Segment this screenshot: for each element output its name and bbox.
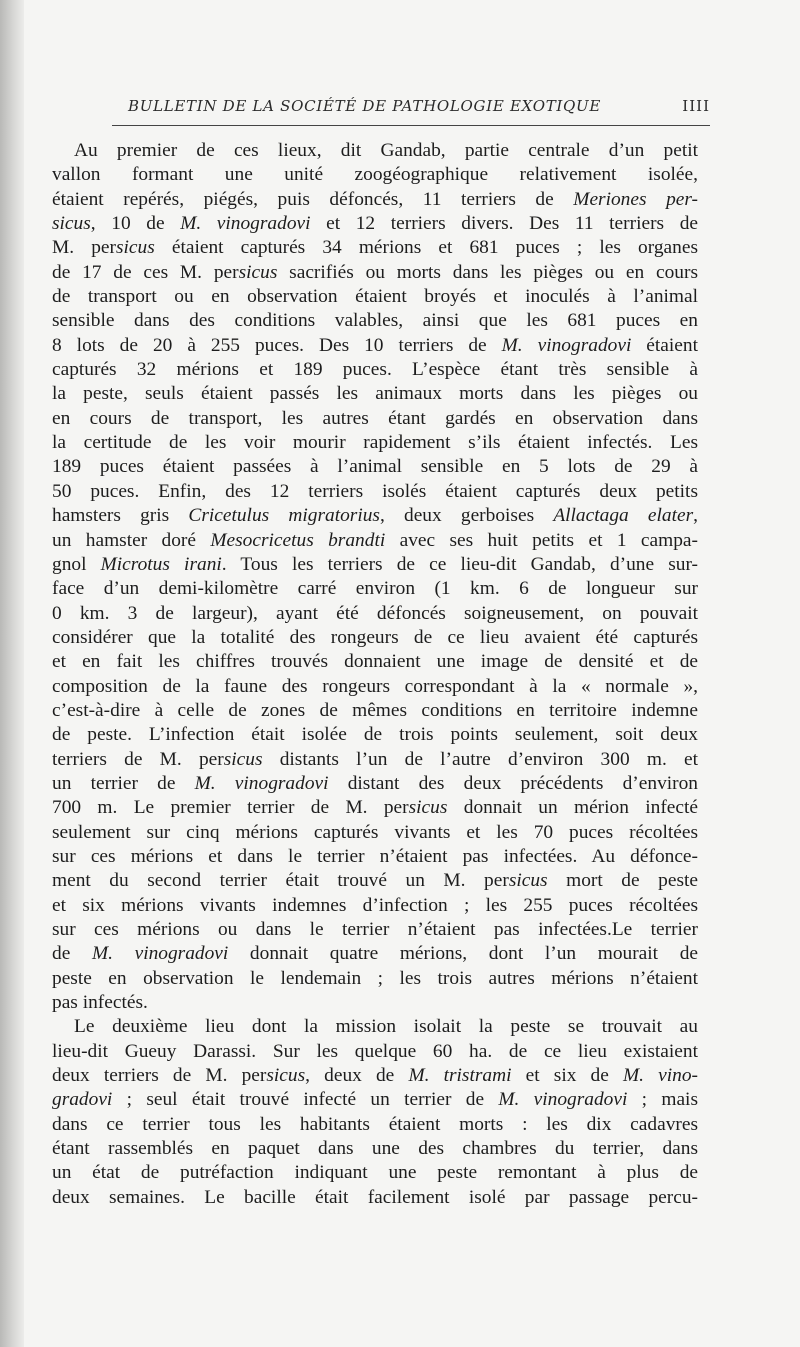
text-line: étant rassemblés en paquet dans une des chambres du terrier, dans (52, 1138, 698, 1160)
text-line: face d’un demi-kilomètre carré environ (1 km. 6 de longueur sur (52, 578, 698, 600)
page-number: IIII (682, 97, 710, 115)
text-line: sensible dans des conditions valables, ainsi que les 681 puces en (52, 310, 698, 332)
text-line: étaient repérés, piégés, puis défoncés, 11 terriers de Meriones per- (52, 188, 699, 210)
text-line: ment du second terrier était trouvé un M. persicus mort de peste (52, 870, 698, 892)
text-line: la certitude de les voir mourir rapidement s’ils étaient infectés. Les (52, 432, 698, 454)
text-line: sur ces mérions ou dans le terrier n’étaient pas infectées.Le terrier (52, 919, 698, 940)
page-edge-shadow (0, 0, 24, 1347)
text-line: terriers de M. persicus distants l’un de l’autre d’environ 300 m. et (52, 748, 698, 770)
text-line: 189 puces étaient passées à l’animal sensible en 5 lots de 29 à (52, 456, 698, 478)
text-line: sur ces mérions et dans le terrier n’étaient pas infectées. Au défonce- (52, 845, 698, 867)
text-line: 50 puces. Enfin, des 12 terriers isolés étaient capturés deux petits (52, 480, 698, 502)
text-line: deux terriers de M. persicus, deux de M. tristrami et six de M. vino- (52, 1065, 699, 1087)
text-line: gradovi ; seul était trouvé infecté un terrier de M. vinogradovi ; mais (52, 1089, 698, 1111)
text-line: un terrier de M. vinogradovi distant des deux précédents d’environ (52, 772, 698, 794)
text-line: de M. vinogradovi donnait quatre mérions, dont l’un mourait de (52, 943, 698, 965)
text-line: Le deuxième lieu dont la mission isolait la peste se trouvait au (74, 1016, 698, 1038)
body-text (52, 139, 698, 1210)
text-line: vallon formant une unité zoogéographique relativement isolée, (52, 164, 698, 186)
text-line: gnol Microtus irani. Tous les terriers de ce lieu-dit Gandab, d’une sur- (52, 553, 698, 575)
text-line: de 17 de ces M. persicus sacrifiés ou morts dans les pièges ou en cours (52, 261, 698, 283)
text-line: 8 lots de 20 à 255 puces. Des 10 terriers de M. vinogradovi étaient (52, 334, 698, 356)
text-line: considérer que la totalité des rongeurs de ce lieu avaient été capturés (52, 626, 698, 648)
text-line: Au premier de ces lieux, dit Gandab, partie centrale d’un petit (74, 140, 698, 161)
text-line: un hamster doré Mesocricetus brandti avec ses huit petits et 1 campa- (52, 529, 698, 551)
text-line: dans ce terrier tous les habitants étaient morts : les dix cadavres (52, 1113, 698, 1135)
text-line: de transport ou en observation étaient broyés et inoculés à l’animal (52, 286, 698, 308)
text-line: peste en observation le lendemain ; les trois autres mérions n’étaient (52, 967, 698, 989)
text-line: et en fait les chiffres trouvés donnaient une image de densité et de (52, 651, 698, 673)
text-line: c’est-à-dire à celle de zones de mêmes conditions en territoire indemne (52, 699, 698, 721)
text-line: M. persicus étaient capturés 34 mérions et 681 puces ; les organes (52, 237, 698, 259)
text-line: sicus, 10 de M. vinogradovi et 12 terriers divers. Des 11 terriers de (52, 213, 698, 235)
text-line: pas infectés. (52, 992, 148, 1014)
text-line: 0 km. 3 de largeur), ayant été défoncés soigneusement, on pouvait (52, 602, 698, 624)
text-line: seulement sur cinq mérions capturés vivants et les 70 puces récoltées (52, 821, 698, 843)
text-line: lieu-dit Gueuy Darassi. Sur les quelque 60 ha. de ce lieu existaient (52, 1040, 698, 1062)
text-line: de peste. L’infection était isolée de trois points seulement, soit deux (52, 724, 698, 746)
text-line: hamsters gris Cricetulus migratorius, deux gerboises Allactaga elater, (52, 505, 698, 527)
text-line: la peste, seuls étaient passés les animaux morts dans les pièges ou (52, 383, 698, 405)
running-head (120, 95, 710, 121)
text-line: deux semaines. Le bacille était facilement isolé par passage percu- (52, 1186, 698, 1208)
journal-title: BULLETIN DE LA SOCIÉTÉ DE PATHOLOGIE EXOTIQUE (128, 97, 602, 115)
text-line: capturés 32 mérions et 189 puces. L’espèce étant très sensible à (52, 359, 698, 381)
header-rule (112, 125, 710, 126)
text-line: un état de putréfaction indiquant une peste remontant à plus de (52, 1162, 698, 1184)
text-line: 700 m. Le premier terrier de M. persicus donnait un mérion infecté (52, 797, 698, 819)
text-line: composition de la faune des rongeurs correspondant à la « normale », (52, 675, 698, 697)
text-line: en cours de transport, les autres étant gardés en observation dans (52, 407, 698, 429)
text-line: et six mérions vivants indemnes d’infection ; les 255 puces récoltées (52, 894, 698, 916)
